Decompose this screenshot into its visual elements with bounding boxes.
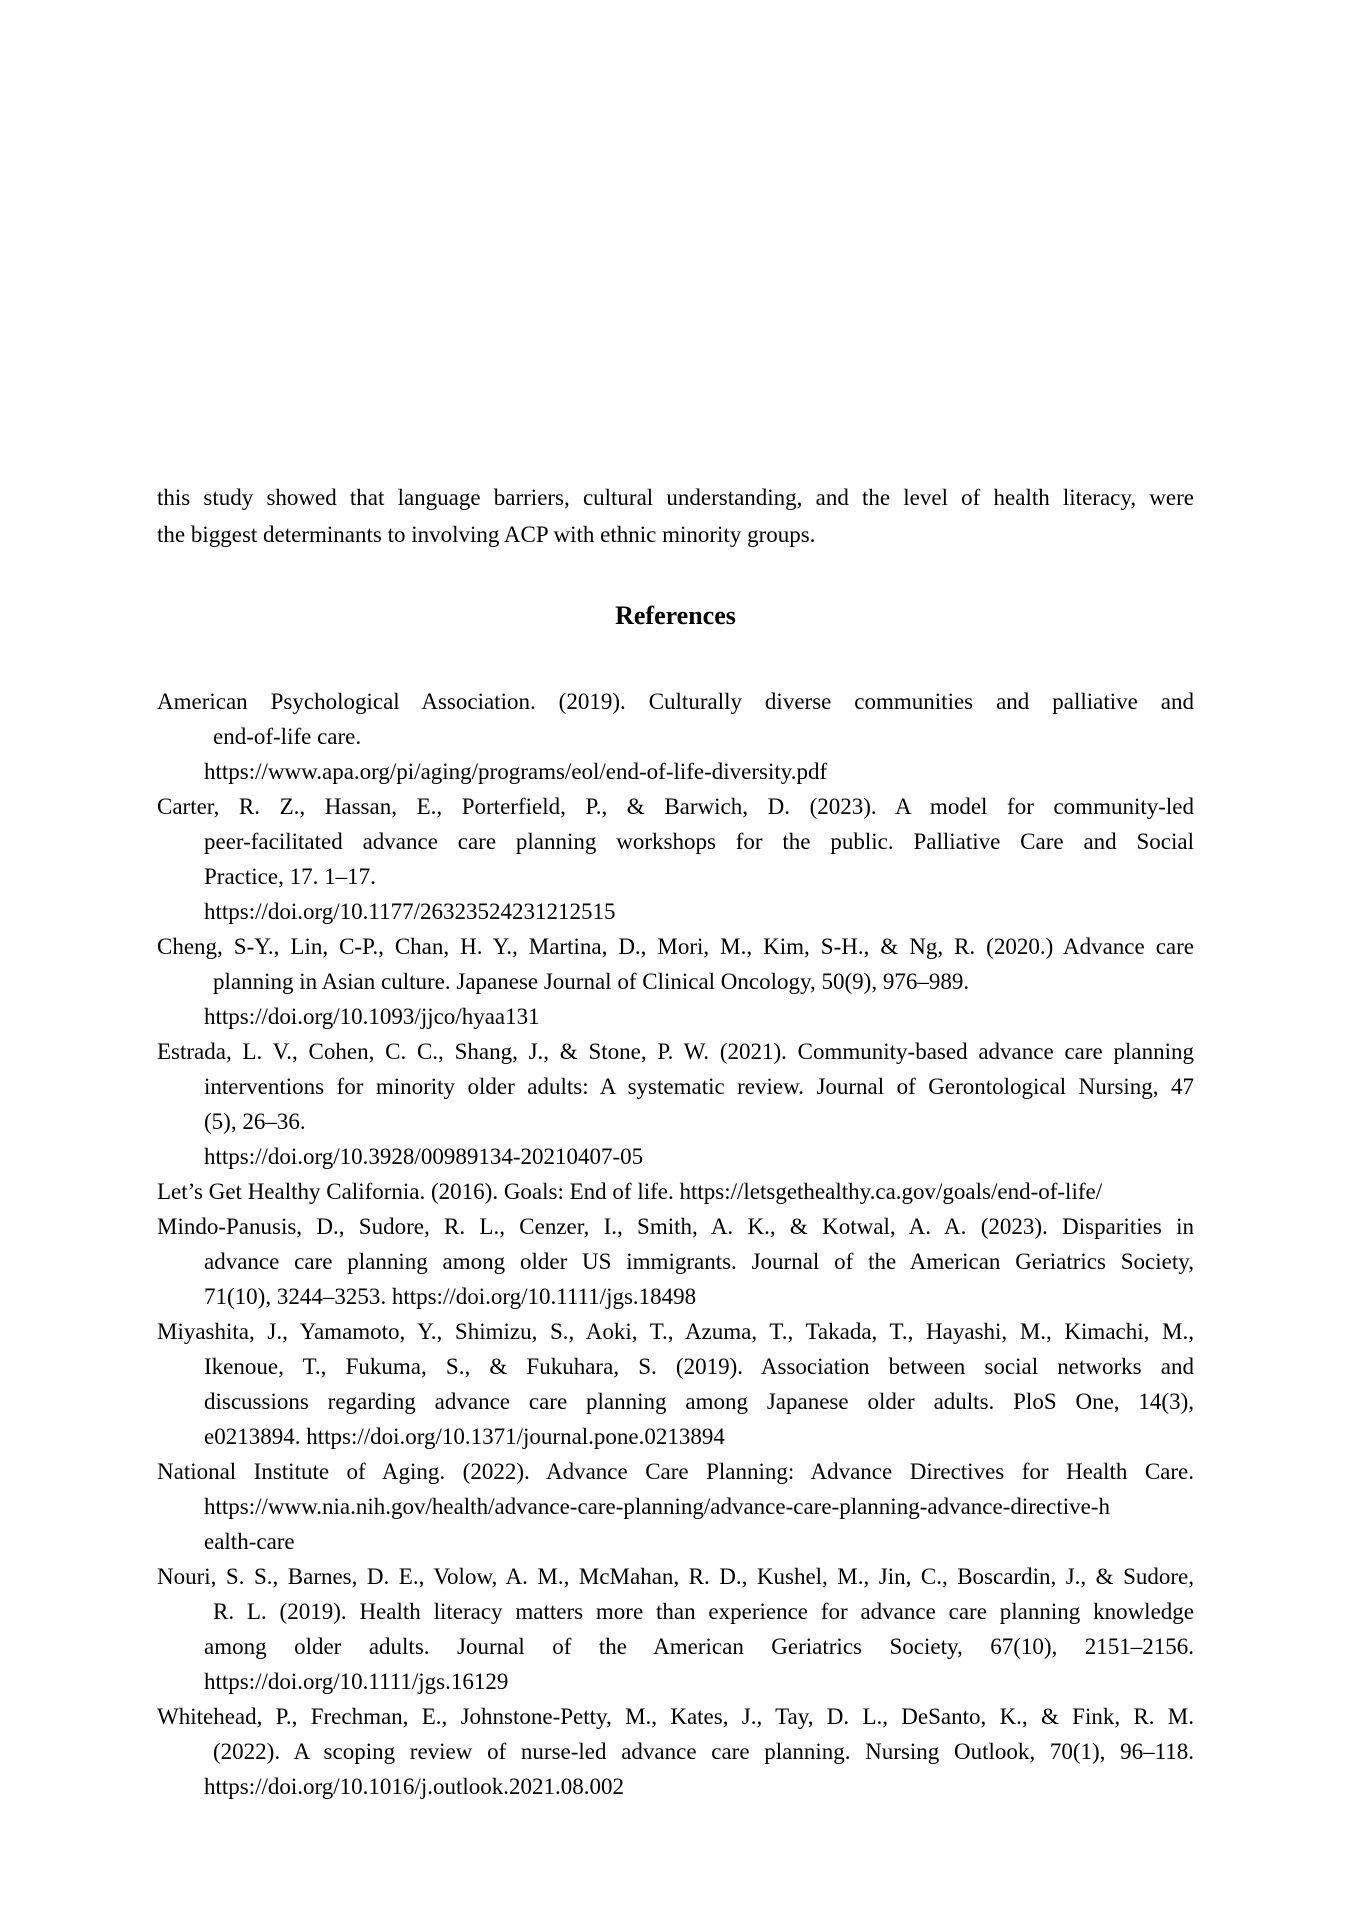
reference-entry [157,929,1194,1034]
body-paragraph-line: the biggest determinants to involving ACP with ethnic minority groups. [157,522,816,547]
reference-url: https://doi.org/10.3928/00989134-20210407-05 [204,1144,644,1169]
reference-line: 71(10), 3244–3253. https://doi.org/10.1111/jgs.18498 [204,1284,697,1309]
references-list [157,684,1194,1804]
reference-entry [157,1559,1194,1699]
reference-line: National Institute of Aging. (2022). Advance Care Planning: Advance Directives for Health Care. [157,1459,1194,1484]
reference-entry [157,1314,1194,1454]
reference-line: Practice, 17. 1–17. [204,864,376,889]
reference-line: Nouri, S. S., Barnes, D. E., Volow, A. M., McMahan, R. D., Kushel, M., Jin, C., Boscardin, J., & Sudore, [157,1564,1194,1589]
reference-entry [157,684,1194,789]
reference-line: Mindo-Panusis, D., Sudore, R. L., Cenzer, I., Smith, A. K., & Kotwal, A. A. (2023). Disparities in [157,1214,1194,1239]
reference-line: discussions regarding advance care planning among Japanese older adults. PloS One, 14(3), [204,1389,1194,1414]
reference-url: e0213894. https://doi.org/10.1371/journal.pone.0213894 [204,1424,725,1449]
body-paragraph [157,479,1194,553]
reference-entry [157,1034,1194,1174]
reference-line: Ikenoue, T., Fukuma, S., & Fukuhara, S. (2019). Association between social networks and [204,1354,1194,1379]
reference-line: end-of-life care. [213,724,362,749]
reference-entry [157,789,1194,929]
reference-line: interventions for minority older adults: A systematic review. Journal of Gerontological Nursing, 47 [204,1074,1194,1099]
reference-url: https://doi.org/10.1016/j.outlook.2021.08.002 [204,1774,624,1799]
reference-line: (2022). A scoping review of nurse-led advance care planning. Nursing Outlook, 70(1), 96–118. [213,1739,1194,1764]
reference-entry [157,1454,1194,1559]
reference-line: Miyashita, J., Yamamoto, Y., Shimizu, S., Aoki, T., Azuma, T., Takada, T., Hayashi, M., Kimachi, M., [157,1319,1194,1344]
reference-url: ealth-care [204,1529,295,1554]
body-paragraph-line: this study showed that language barriers, cultural understanding, and the level of health literacy, were [157,485,1194,510]
reference-line: (5), 26–36. [204,1109,306,1134]
reference-url: https://www.apa.org/pi/aging/programs/eol/end-of-life-diversity.pdf [204,759,828,784]
references-heading: References [615,601,736,630]
reference-line: planning in Asian culture. Japanese Journal of Clinical Oncology, 50(9), 976–989. [213,969,970,994]
reference-line: Let’s Get Healthy California. (2016). Goals: End of life. https://letsgethealthy.ca.gov/goals/end-of-life/ [157,1179,1103,1204]
reference-url: https://doi.org/10.1177/26323524231212515 [204,899,616,924]
reference-line: Estrada, L. V., Cohen, C. C., Shang, J., & Stone, P. W. (2021). Community-based advance care planning [157,1039,1194,1064]
reference-line: R. L. (2019). Health literacy matters more than experience for advance care planning knowledge [213,1599,1194,1624]
reference-line: peer-facilitated advance care planning workshops for the public. Palliative Care and Social [204,829,1194,854]
reference-line: American Psychological Association. (2019). Culturally diverse communities and palliative and [157,689,1194,714]
reference-line: advance care planning among older US immigrants. Journal of the American Geriatrics Society, [204,1249,1194,1274]
reference-line: Carter, R. Z., Hassan, E., Porterfield, P., & Barwich, D. (2023). A model for community-led [157,794,1194,819]
reference-entry [157,1699,1194,1804]
reference-url: https://doi.org/10.1111/jgs.16129 [204,1669,509,1694]
reference-entry [157,1174,1194,1209]
reference-line: among older adults. Journal of the American Geriatrics Society, 67(10), 2151–2156. [204,1634,1194,1659]
reference-line: Cheng, S-Y., Lin, C-P., Chan, H. Y., Martina, D., Mori, M., Kim, S-H., & Ng, R. (2020.) Advance care [157,934,1194,959]
reference-line: Whitehead, P., Frechman, E., Johnstone-Petty, M., Kates, J., Tay, D. L., DeSanto, K., & Fink, R. M. [157,1704,1194,1729]
reference-entry [157,1209,1194,1314]
reference-url: https://www.nia.nih.gov/health/advance-care-planning/advance-care-planning-advance-directive-h [204,1494,1110,1519]
reference-url: https://doi.org/10.1093/jjco/hyaa131 [204,1004,540,1029]
